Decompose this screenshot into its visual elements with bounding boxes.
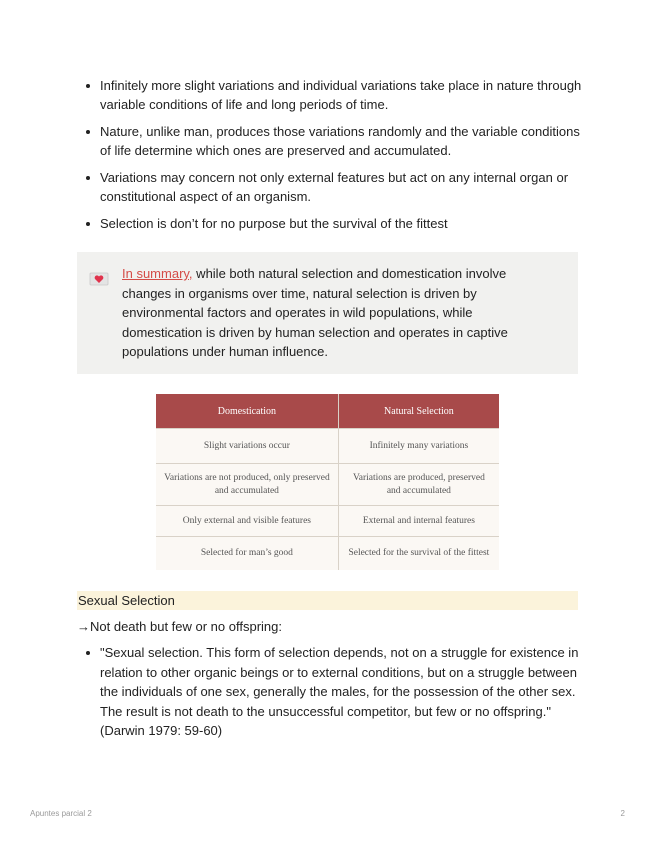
list-item: Selection is don’t for no purpose but the survival of the fittest [82,214,582,233]
section-heading: Sexual Selection [77,591,578,610]
variation-bullet-list [82,76,582,241]
header-natural-selection: Natural Selection [338,394,499,429]
table-row [156,429,499,464]
header-domestication: Domestication [156,394,338,429]
arrow-note: →Not death but few or no offspring: [77,619,282,634]
heart-letter-icon [89,270,109,286]
table-cell: Selected for the survival of the fittest [338,537,499,571]
summary-text [122,264,542,362]
comparison-table [156,394,499,570]
summary-highlight: In summary, [122,266,193,281]
list-item: Infinitely more slight variations and individual variations take place in nature through variable conditions of life and long periods of time. [82,76,582,114]
list-item: Variations may concern not only external features but act on any internal organ or constitutional aspect of an organism. [82,168,582,206]
table-cell: External and internal features [338,506,499,537]
table-row [156,464,499,506]
footer-page-number: 2 [620,809,625,818]
table-cell: Variations are produced, preserved and accumulated [338,464,499,506]
table-cell: Only external and visible features [156,506,338,537]
darwin-quote: "Sexual selection. This form of selection depends, not on a struggle for existence in relation to other organic beings or to external conditions, but on a struggle between the individuals of one sex, generally the males, for the possession of the other sex. The result is not death to the unsuccessful competitor, but few or no offspring." (Darwin 1979: 59-60) [82,643,582,741]
table-cell: Variations are not produced, only preserved and accumulated [156,464,338,506]
table-header-row [156,394,499,429]
table-cell: Slight variations occur [156,429,338,464]
table-cell: Selected for man’s good [156,537,338,571]
table-row [156,506,499,537]
summary-callout [77,252,578,374]
table-cell: Infinitely many variations [338,429,499,464]
quote-list [82,643,582,749]
table-row [156,537,499,571]
list-item: Nature, unlike man, produces those variations randomly and the variable conditions of life determine which ones are preserved and accumulated. [82,122,582,160]
footer-document-title: Apuntes parcial 2 [30,809,92,818]
summary-body: while both natural selection and domestication involve changes in organisms over time, natural selection is driven by environmental factors and operates in wild populations, while domestication is driven by human selection and operates in captive populations under human influence. [122,266,508,359]
